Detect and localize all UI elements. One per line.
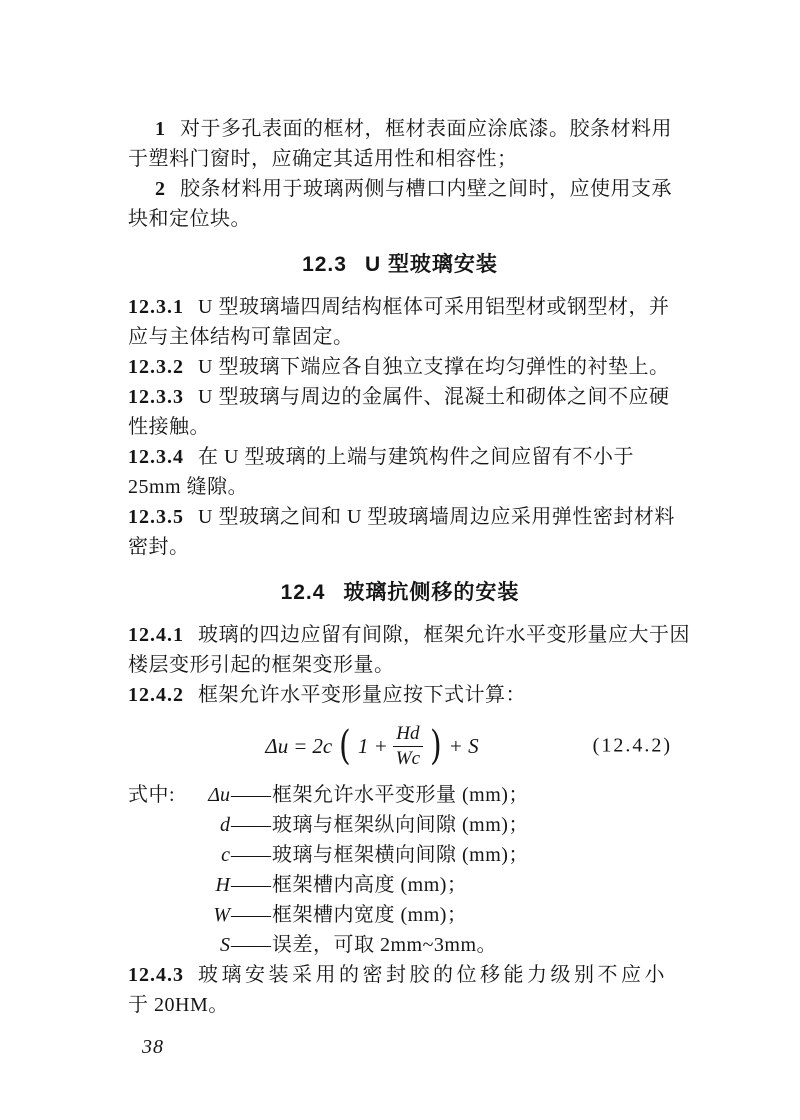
clause-text: U 型玻璃墙四周结构框体可采用铝型材或钢型材，并 bbox=[198, 296, 670, 318]
list-item-2 bbox=[128, 174, 672, 204]
clause-12-3-5-cont: 密封。 bbox=[128, 536, 190, 558]
where-row bbox=[128, 780, 672, 810]
section-heading-12-4 bbox=[128, 578, 672, 608]
section-heading-12-3 bbox=[128, 250, 672, 280]
symbol-description: 误差，可取 2mm~3mm。 bbox=[272, 934, 498, 956]
clause-number: 12.4.2 bbox=[128, 684, 184, 706]
clause-12-4-1 bbox=[128, 620, 690, 650]
clause-12-4-3 bbox=[128, 960, 672, 990]
section-title: 玻璃抗侧移的安装 bbox=[343, 581, 520, 604]
clause-number: 12.3.5 bbox=[128, 506, 184, 528]
clause-number: 12.3.4 bbox=[128, 446, 184, 468]
symbol: c bbox=[221, 844, 230, 866]
section-title: U 型玻璃安装 bbox=[364, 253, 498, 276]
equation-lhs: Δu bbox=[265, 733, 289, 758]
where-row bbox=[128, 810, 672, 840]
clause-number: 12.3.3 bbox=[128, 386, 184, 408]
fraction-numerator: Hd bbox=[393, 723, 422, 747]
clause-12-3-4-cont: 25mm 缝隙。 bbox=[128, 476, 249, 498]
list-item-1 bbox=[128, 114, 672, 144]
clause-12-3-3-cont: 性接触。 bbox=[128, 416, 210, 438]
clause-12-4-1-cont: 楼层变形引起的框架变形量。 bbox=[128, 654, 395, 676]
list-item-2-cont: 块和定位块。 bbox=[128, 208, 251, 230]
section-number: 12.4 bbox=[280, 581, 326, 604]
symbol-description: 框架槽内宽度 (mm)； bbox=[272, 904, 468, 926]
item-text: 胶条材料用于玻璃两侧与槽口内壁之间时，应使用支承 bbox=[180, 178, 672, 200]
where-row bbox=[128, 870, 672, 900]
symbol: W bbox=[213, 904, 230, 926]
equation-number: (12.4.2) bbox=[592, 734, 672, 757]
equation-inner: 1 + bbox=[357, 733, 388, 758]
symbol-description: 框架允许水平变形量 (mm)； bbox=[272, 784, 529, 806]
symbol: H bbox=[215, 874, 230, 896]
fraction bbox=[393, 723, 423, 770]
clause-12-4-3-cont: 于 20HM。 bbox=[128, 994, 229, 1016]
item-number: 2 bbox=[155, 178, 166, 200]
symbol-description: 框架槽内高度 (mm)； bbox=[272, 874, 468, 896]
list-item-1-cont: 于塑料门窗时，应确定其适用性和相容性； bbox=[128, 148, 518, 170]
item-number: 1 bbox=[155, 118, 166, 140]
clause-number: 12.3.2 bbox=[128, 356, 184, 378]
equation-12-4-2 bbox=[128, 718, 672, 774]
symbol: S bbox=[220, 934, 230, 956]
clause-number: 12.3.1 bbox=[128, 296, 184, 318]
item-text: 对于多孔表面的框材，框材表面应涂底漆。胶条材料用 bbox=[180, 118, 672, 140]
equation-expression bbox=[265, 723, 478, 770]
where-label: 式中: bbox=[128, 784, 176, 806]
dash: —— bbox=[231, 904, 271, 926]
where-row bbox=[128, 840, 672, 870]
dash: —— bbox=[231, 844, 271, 866]
clause-12-3-1-cont: 应与主体结构可靠固定。 bbox=[128, 326, 354, 348]
equation-tail: + S bbox=[448, 733, 479, 758]
dash: —— bbox=[231, 874, 271, 896]
clause-text: 玻璃的四边应留有间隙，框架允许水平变形量应大于因 bbox=[198, 624, 690, 646]
clause-number: 12.4.3 bbox=[128, 964, 184, 986]
clause-number: 12.4.1 bbox=[128, 624, 184, 646]
clause-12-3-3 bbox=[128, 382, 672, 412]
equals-sign: = bbox=[293, 733, 308, 758]
clause-12-3-2 bbox=[128, 352, 672, 382]
dash: —— bbox=[231, 934, 271, 956]
symbol: Δu bbox=[208, 784, 230, 806]
fraction-denominator: Wc bbox=[395, 747, 421, 769]
dash: —— bbox=[231, 784, 271, 806]
where-row bbox=[128, 930, 672, 960]
symbol: d bbox=[220, 814, 230, 836]
open-paren: ( bbox=[339, 723, 351, 769]
clause-text: 在 U 型玻璃的上端与建筑构件之间应留有不小于 bbox=[198, 446, 634, 468]
symbol-description: 玻璃与框架纵向间隙 (mm)； bbox=[272, 814, 529, 836]
symbol-description: 玻璃与框架横向间隙 (mm)； bbox=[272, 844, 529, 866]
clause-text: 玻璃安装采用的密封胶的位移能力级别不应小 bbox=[198, 964, 668, 986]
close-paren: ) bbox=[429, 723, 442, 769]
clause-12-4-2 bbox=[128, 680, 672, 710]
clause-text: 框架允许水平变形量应按下式计算： bbox=[198, 684, 526, 706]
clause-12-3-5 bbox=[128, 502, 675, 532]
page-number: 38 bbox=[142, 1036, 164, 1058]
equation-coefficient: 2c bbox=[312, 733, 333, 758]
where-row bbox=[128, 900, 672, 930]
dash: —— bbox=[231, 814, 271, 836]
section-number: 12.3 bbox=[302, 253, 347, 276]
clause-12-3-1 bbox=[128, 292, 672, 322]
clause-text: U 型玻璃下端应各自独立支撑在均匀弹性的衬垫上。 bbox=[198, 356, 670, 378]
clause-text: U 型玻璃之间和 U 型玻璃墙周边应采用弹性密封材料 bbox=[198, 506, 675, 528]
clause-12-3-4 bbox=[128, 442, 672, 472]
clause-text: U 型玻璃与周边的金属件、混凝土和砌体之间不应硬 bbox=[198, 386, 670, 408]
